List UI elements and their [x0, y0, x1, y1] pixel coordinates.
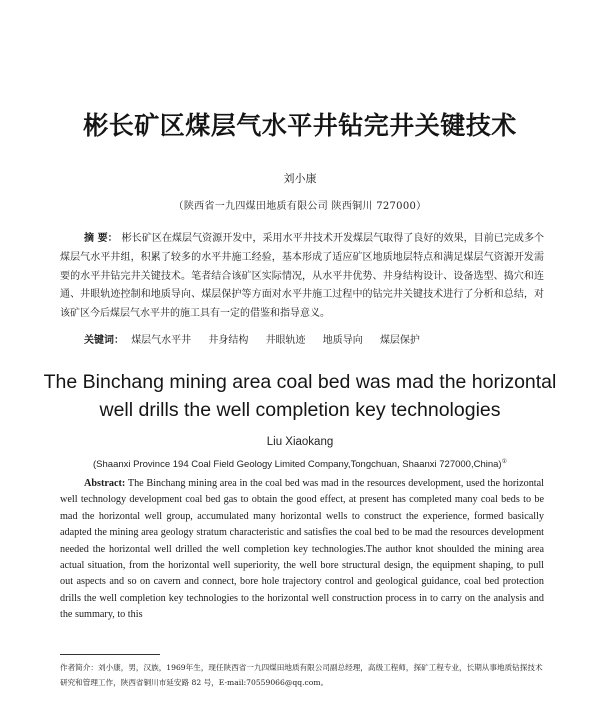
chinese-abstract-text: 彬长矿区在煤层气资源开发中，采用水平井技术开发煤层气取得了良好的效果，目前已完成多个煤层气水平井组，积累了较多的水平井施工经验，基本形成了适应矿区地质地层特点和满足煤层气资源开发需要的水平井钻完井关键技术。笔者结合该矿区实际情况，从水平井优势、井身结构设计、设备选型、捣穴和连通、井眼轨迹控制和地质导向、煤层保护等方面对水平井施工过程中的钻完井关键技术进行了分析和总结，对该矿区今后煤层气水平井的施工具有一定的借鉴和指导意义。	[60, 233, 545, 320]
chinese-title: 彬长矿区煤层气水平井钻完井关键技术	[83, 111, 517, 140]
english-abstract	[60, 476, 544, 624]
english-title: The Binchang mining area coal bed was mad the horizontal well drills the well completion key technologies	[43, 371, 557, 421]
chinese-author: 刘小康	[283, 172, 317, 185]
chinese-keywords	[84, 331, 544, 346]
footnote-divider	[60, 654, 160, 655]
chinese-abstract	[60, 230, 544, 324]
keyword: 煤层保护	[379, 335, 420, 346]
english-affiliation-text: (Shaanxi Province 194 Coal Field Geology Limited Company,Tongchuan, Shaanxi 727000,China)	[93, 459, 502, 471]
keyword: 井身结构	[208, 335, 249, 346]
affiliation-footnote-mark: ①	[501, 459, 507, 465]
english-abstract-text: The Binchang mining area in the coal bed was mad in the resources development, used the horizontal well technology development coal bed gas to obtain the good effect, at present has completed many coal beds to be mad the horizontal well group, accumulated many horizontal wells to construct the experience, formed basically adapted the mining area geology stratum characteristic and satisfies the coal bed to be mad the resources development needed the horizontal well drilled the well completion key technologies.The author knot shoulded the mining area actual situation, from the horizontal well superiority, the well bore structural design, the equipment shaping, to pull out aspects and so on cavern and connect, bore hole trajectory control and geological guidance, coal bed protection drills the well completion key technologies to the horizontal well construction process in to carry on the analysis and the summary, to this	[60, 478, 544, 621]
english-abstract-label: Abstract:	[84, 478, 126, 489]
keyword: 煤层气水平井	[131, 335, 192, 346]
chinese-affiliation: （陕西省一九四煤田地质有限公司 陕西铜川 727000）	[173, 201, 427, 212]
author-footnote: 作者简介：刘小康，男，汉族，1969年生，现任陕西省一九四煤田地质有限公司副总经理，高级工程师，探矿工程专业，长期从事地质钻探技术研究和管理工作，陕西省铜川市延安路 82 号，E-mail:70559066@qq.com。	[60, 663, 543, 687]
keyword: 井眼轨迹	[265, 335, 306, 346]
chinese-keywords-label: 关键词：	[84, 335, 124, 346]
english-author: Liu Xiaokang	[266, 436, 334, 448]
keyword: 地质导向	[322, 335, 363, 346]
english-affiliation	[0, 458, 600, 470]
chinese-abstract-label: 摘 要：	[84, 233, 118, 244]
